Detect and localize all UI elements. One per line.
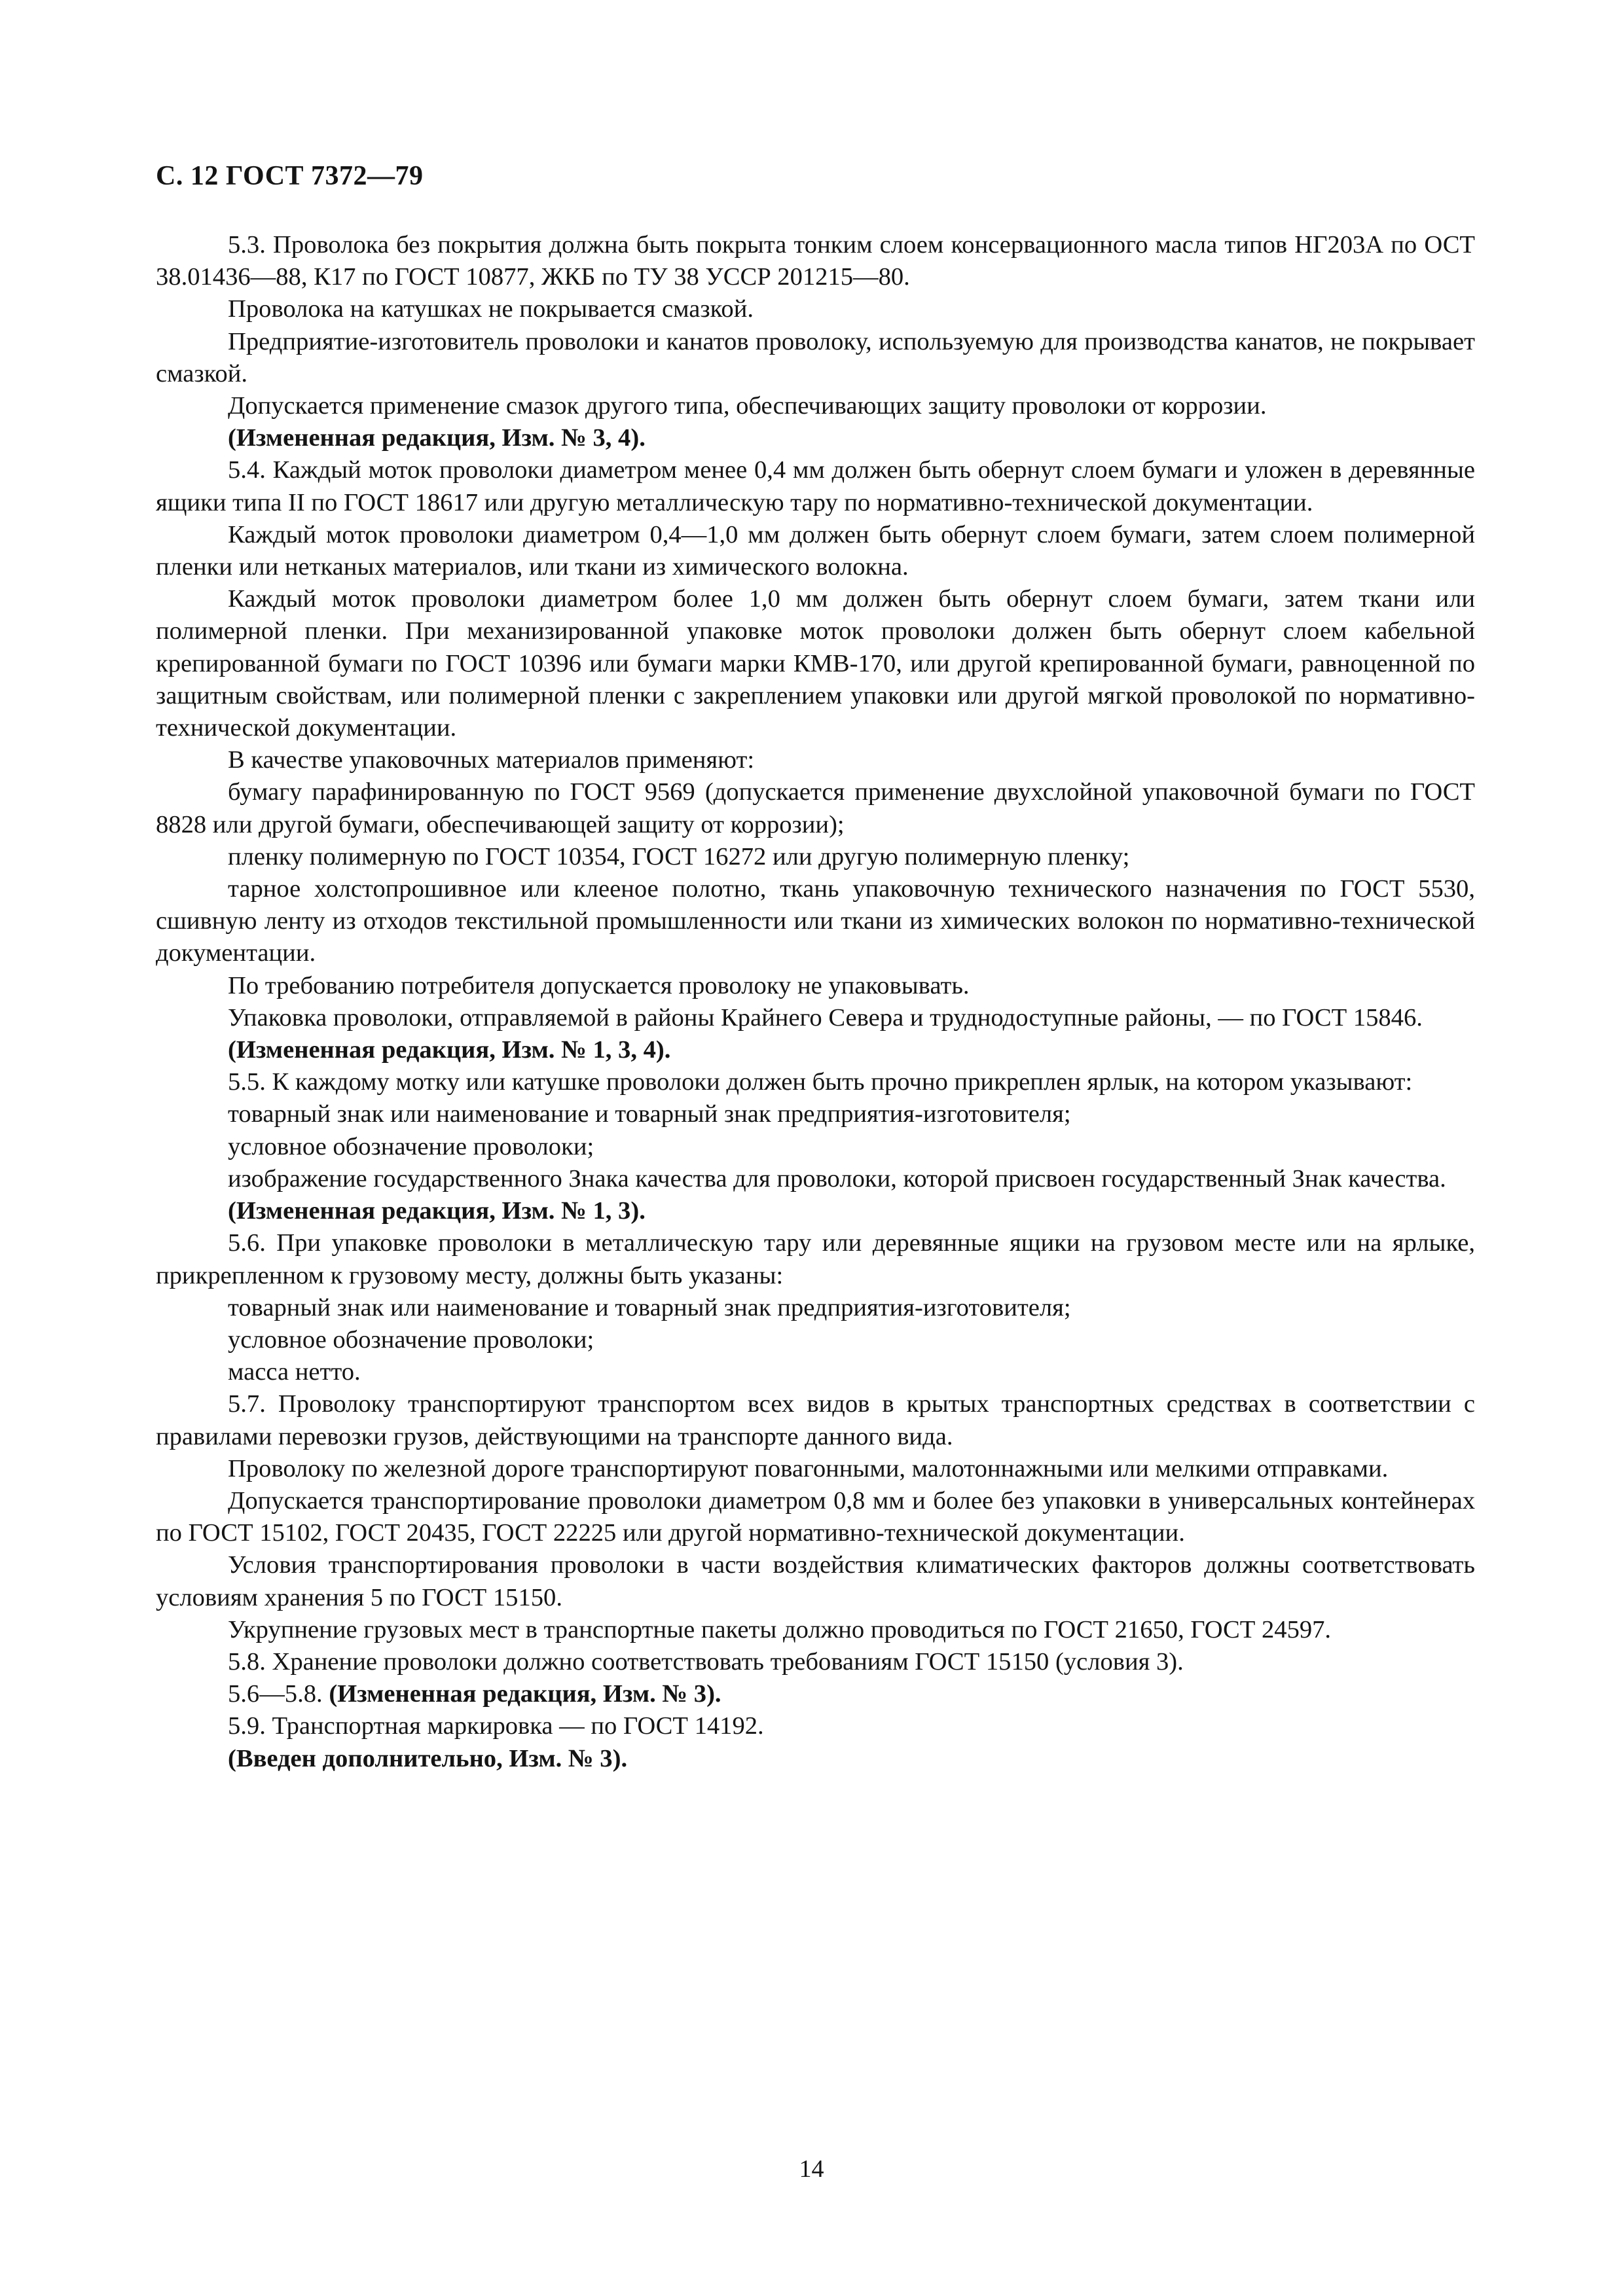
paragraph: В качестве упаковочных материалов применяют: — [228, 746, 755, 774]
list-item: тарное холстопрошивное или клееное полотно, ткань упаковочную технического назначения по ГОСТ 5530, сшивную ленту из отходов текстильной промышленности или ткани из химических волокон по нормативно-технической документации. — [156, 875, 1475, 967]
paragraph-5-8: 5.8. Хранение проволоки должно соответствовать требованиям ГОСТ 15150 (условия 3). — [228, 1647, 1184, 1676]
list-item: бумагу парафинированную по ГОСТ 9569 (допускается применение двухслойной упаковочной бумаги по ГОСТ 8828 или другой бумаги, обеспечивающей защиту от коррозии); — [156, 778, 1475, 838]
amendment-note: (Измененная редакция, Изм. № 3). — [329, 1680, 721, 1708]
list-item: условное обозначение проволоки; — [228, 1132, 594, 1160]
paragraph: Упаковка проволоки, отправляемой в районы Крайнего Севера и труднодоступные районы, — по ГОСТ 15846. — [228, 1003, 1423, 1031]
paragraph: Допускается транспортирование проволоки диаметром 0,8 мм и более без упаковки в универсальных контейнерах по ГОСТ 15102, ГОСТ 20435, ГОСТ 22225 или другой нормативно-технической документации. — [156, 1486, 1475, 1547]
paragraph-5-5: 5.5. К каждому мотку или катушке проволоки должен быть прочно прикреплен ярлык, на котором указывают: — [228, 1068, 1413, 1096]
paragraph: Каждый моток проволоки диаметром более 1,0 мм должен быть обернут слоем бумаги, затем ткани или полимерной пленки. При механизированной упаковке моток проволоки должен быть обернут слоем кабельной крепированной бумаги по ГОСТ 10396 или бумаги марки КМВ-170, или другой крепированной бумаги, равноценной по защитным свойствам, или полимерной пленки с закреплением упаковки или другой мягкой проволокой по нормативно-технической документации. — [156, 585, 1475, 742]
list-item: масса нетто. — [228, 1358, 361, 1386]
paragraph-5-9: 5.9. Транспортная маркировка — по ГОСТ 14192. — [228, 1712, 764, 1740]
amendment-note: (Измененная редакция, Изм. № 3, 4). — [228, 424, 646, 452]
paragraph: Условия транспортирования проволоки в части воздействия климатических факторов должны соответствовать условиям хранения 5 по ГОСТ 15150. — [156, 1551, 1475, 1611]
list-item: условное обозначение проволоки; — [228, 1325, 594, 1354]
paragraph-5-3: 5.3. Проволока без покрытия должна быть покрыта тонким слоем консервационного масла типов НГ203А по ОСТ 38.01436—88, К17 по ГОСТ 10877, ЖКБ по ТУ 38 УССР 201215—80. — [156, 231, 1475, 291]
paragraph: Каждый моток проволоки диаметром 0,4—1,0 мм должен быть обернут слоем бумаги, затем слоем полимерной пленки или нетканых материалов, или ткани из химического волокна. — [156, 520, 1475, 581]
paragraph-5-7: 5.7. Проволоку транспортируют транспортом всех видов в крытых транспортных средствах в соответствии с правилами перевозки грузов, действующими на транспорте данного вида. — [156, 1390, 1475, 1450]
paragraph: Допускается применение смазок другого типа, обеспечивающих защиту проволоки от коррозии. — [228, 392, 1267, 420]
page-number: 14 — [799, 2155, 824, 2183]
amendment-note: (Измененная редакция, Изм. № 1, 3, 4). — [228, 1036, 671, 1064]
list-item: товарный знак или наименование и товарный знак предприятия-изготовителя; — [228, 1293, 1071, 1321]
paragraph-5-6: 5.6. При упаковке проволоки в металлическую тару или деревянные ящики на грузовом месте или на ярлыке, прикрепленном к грузовому месту, должны быть указаны: — [156, 1229, 1475, 1289]
paragraph: Проволока на катушках не покрывается смазкой. — [228, 295, 754, 323]
list-item: товарный знак или наименование и товарный знак предприятия-изготовителя; — [228, 1100, 1071, 1128]
amendment-note-5-6-5-8 — [156, 1678, 1475, 1710]
paragraph: Укрупнение грузовых мест в транспортные пакеты должно проводиться по ГОСТ 21650, ГОСТ 24597. — [228, 1615, 1332, 1643]
document-body — [156, 229, 1475, 1775]
list-item: пленку полимерную по ГОСТ 10354, ГОСТ 16272 или другую полимерную пленку; — [228, 842, 1130, 870]
paragraph: По требованию потребителя допускается проволоку не упаковывать. — [228, 971, 970, 999]
amendment-note: (Измененная редакция, Изм. № 1, 3). — [228, 1197, 646, 1225]
paragraph: Проволоку по железной дороге транспортируют повагонными, малотоннажными или мелкими отправками. — [228, 1454, 1389, 1482]
page-header: С. 12 ГОСТ 7372—79 — [156, 161, 424, 191]
amendment-note: (Введен дополнительно, Изм. № 3). — [228, 1744, 628, 1772]
list-item: изображение государственного Знака качества для проволоки, которой присвоен государственный Знак качества. — [228, 1164, 1446, 1193]
paragraph-5-4: 5.4. Каждый моток проволоки диаметром менее 0,4 мм должен быть обернут слоем бумаги и уложен в деревянные ящики типа II по ГОСТ 18617 или другую металлическую тару по нормативно-технической документации. — [156, 456, 1475, 516]
clause-range: 5.6—5.8. — [228, 1680, 329, 1708]
paragraph: Предприятие-изготовитель проволоки и канатов проволоку, используемую для производства канатов, не покрывает смазкой. — [156, 327, 1475, 387]
